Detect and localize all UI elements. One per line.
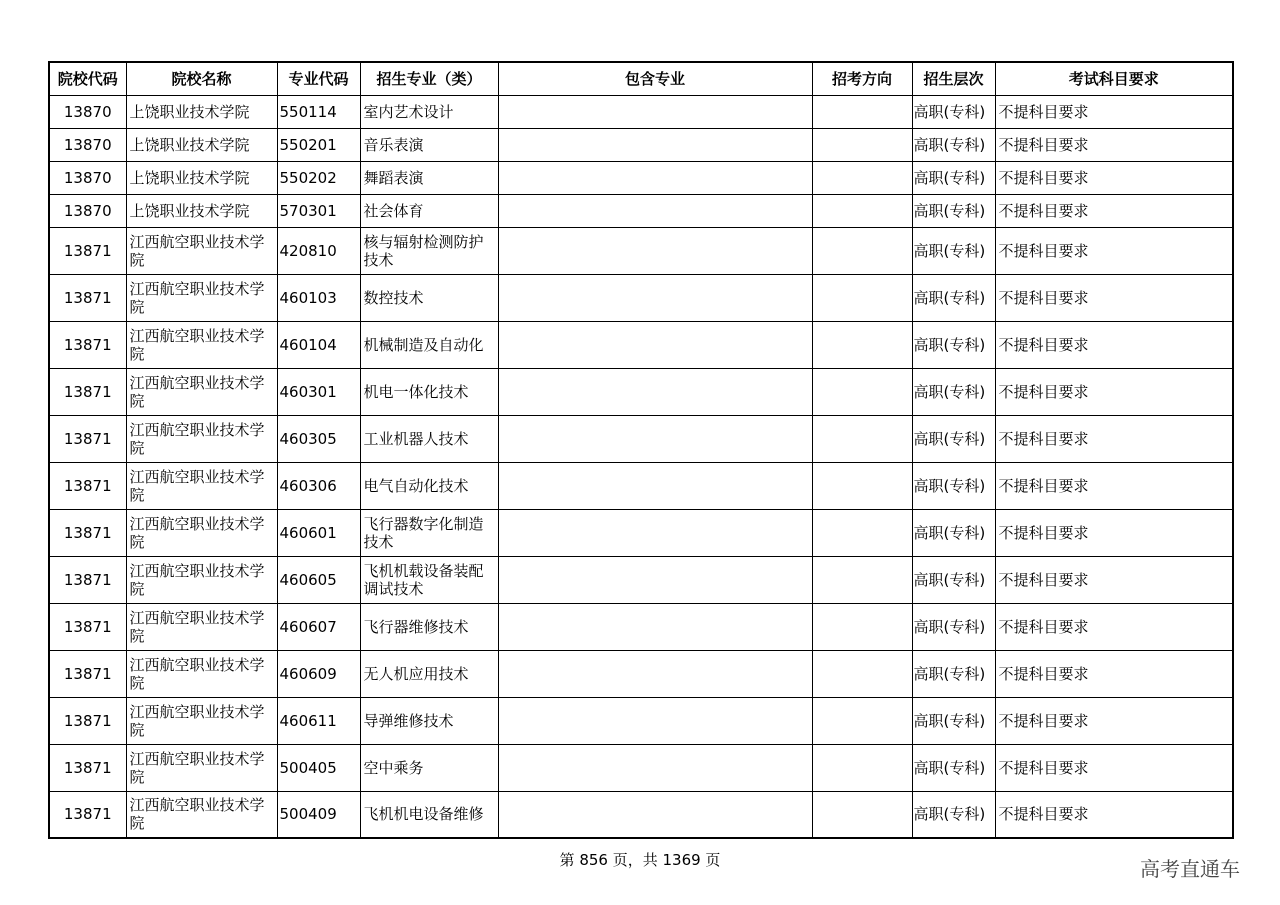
table-row bbox=[49, 274, 1233, 321]
requirement-cell: 不提科目要求 bbox=[995, 227, 1233, 274]
direction-cell bbox=[812, 744, 912, 791]
major-code-cell: 460601 bbox=[277, 509, 360, 556]
includes-cell bbox=[498, 161, 812, 194]
requirement-cell: 不提科目要求 bbox=[995, 462, 1233, 509]
school-code-cell: 13871 bbox=[49, 509, 126, 556]
requirement-cell: 不提科目要求 bbox=[995, 368, 1233, 415]
table-row bbox=[49, 697, 1233, 744]
direction-cell bbox=[812, 462, 912, 509]
level-cell: 高职(专科) bbox=[912, 194, 995, 227]
requirement-cell: 不提科目要求 bbox=[995, 509, 1233, 556]
includes-cell bbox=[498, 128, 812, 161]
major-code-cell: 460305 bbox=[277, 415, 360, 462]
school-name-cell: 江西航空职业技术学院 bbox=[126, 791, 277, 838]
includes-cell bbox=[498, 650, 812, 697]
school-code-cell: 13871 bbox=[49, 603, 126, 650]
table-row bbox=[49, 556, 1233, 603]
includes-cell bbox=[498, 274, 812, 321]
school-code-cell: 13871 bbox=[49, 321, 126, 368]
major-cell: 飞行器维修技术 bbox=[360, 603, 498, 650]
school-code-cell: 13871 bbox=[49, 556, 126, 603]
major-code-cell: 570301 bbox=[277, 194, 360, 227]
major-code-cell: 460609 bbox=[277, 650, 360, 697]
requirement-cell: 不提科目要求 bbox=[995, 128, 1233, 161]
requirement-cell: 不提科目要求 bbox=[995, 321, 1233, 368]
requirement-cell: 不提科目要求 bbox=[995, 556, 1233, 603]
school-name-cell: 上饶职业技术学院 bbox=[126, 194, 277, 227]
school-code-cell: 13870 bbox=[49, 128, 126, 161]
includes-cell bbox=[498, 194, 812, 227]
table-row bbox=[49, 194, 1233, 227]
requirement-cell: 不提科目要求 bbox=[995, 194, 1233, 227]
major-cell: 无人机应用技术 bbox=[360, 650, 498, 697]
major-cell: 舞蹈表演 bbox=[360, 161, 498, 194]
direction-cell bbox=[812, 321, 912, 368]
school-name-cell: 江西航空职业技术学院 bbox=[126, 462, 277, 509]
school-name-cell: 江西航空职业技术学院 bbox=[126, 603, 277, 650]
includes-cell bbox=[498, 509, 812, 556]
major-cell: 室内艺术设计 bbox=[360, 95, 498, 128]
table-row bbox=[49, 321, 1233, 368]
major-code-cell: 460607 bbox=[277, 603, 360, 650]
header-direction: 招考方向 bbox=[812, 62, 912, 95]
direction-cell bbox=[812, 128, 912, 161]
requirement-cell: 不提科目要求 bbox=[995, 161, 1233, 194]
includes-cell bbox=[498, 744, 812, 791]
major-code-cell: 460104 bbox=[277, 321, 360, 368]
table-row bbox=[49, 227, 1233, 274]
level-cell: 高职(专科) bbox=[912, 95, 995, 128]
direction-cell bbox=[812, 697, 912, 744]
header-includes: 包含专业 bbox=[498, 62, 812, 95]
major-code-cell: 550114 bbox=[277, 95, 360, 128]
level-cell: 高职(专科) bbox=[912, 603, 995, 650]
school-code-cell: 13871 bbox=[49, 791, 126, 838]
direction-cell bbox=[812, 274, 912, 321]
major-code-cell: 460103 bbox=[277, 274, 360, 321]
level-cell: 高职(专科) bbox=[912, 128, 995, 161]
school-code-cell: 13871 bbox=[49, 415, 126, 462]
level-cell: 高职(专科) bbox=[912, 368, 995, 415]
includes-cell bbox=[498, 462, 812, 509]
major-code-cell: 460301 bbox=[277, 368, 360, 415]
includes-cell bbox=[498, 321, 812, 368]
school-code-cell: 13870 bbox=[49, 194, 126, 227]
level-cell: 高职(专科) bbox=[912, 161, 995, 194]
includes-cell bbox=[498, 697, 812, 744]
direction-cell bbox=[812, 650, 912, 697]
level-cell: 高职(专科) bbox=[912, 556, 995, 603]
school-code-cell: 13871 bbox=[49, 274, 126, 321]
school-name-cell: 江西航空职业技术学院 bbox=[126, 321, 277, 368]
major-cell: 电气自动化技术 bbox=[360, 462, 498, 509]
admissions-table bbox=[48, 61, 1234, 839]
header-level: 招生层次 bbox=[912, 62, 995, 95]
table-row bbox=[49, 744, 1233, 791]
school-name-cell: 江西航空职业技术学院 bbox=[126, 368, 277, 415]
header-major-code: 专业代码 bbox=[277, 62, 360, 95]
major-cell: 飞机机载设备装配调试技术 bbox=[360, 556, 498, 603]
level-cell: 高职(专科) bbox=[912, 744, 995, 791]
direction-cell bbox=[812, 415, 912, 462]
major-cell: 飞行器数字化制造技术 bbox=[360, 509, 498, 556]
table-row bbox=[49, 415, 1233, 462]
includes-cell bbox=[498, 556, 812, 603]
header-row bbox=[49, 62, 1233, 95]
school-name-cell: 江西航空职业技术学院 bbox=[126, 227, 277, 274]
table-row bbox=[49, 509, 1233, 556]
requirement-cell: 不提科目要求 bbox=[995, 744, 1233, 791]
requirement-cell: 不提科目要求 bbox=[995, 791, 1233, 838]
direction-cell bbox=[812, 161, 912, 194]
includes-cell bbox=[498, 603, 812, 650]
major-code-cell: 460611 bbox=[277, 697, 360, 744]
major-cell: 音乐表演 bbox=[360, 128, 498, 161]
direction-cell bbox=[812, 509, 912, 556]
direction-cell bbox=[812, 556, 912, 603]
direction-cell bbox=[812, 791, 912, 838]
school-name-cell: 上饶职业技术学院 bbox=[126, 128, 277, 161]
school-name-cell: 江西航空职业技术学院 bbox=[126, 509, 277, 556]
includes-cell bbox=[498, 415, 812, 462]
school-code-cell: 13871 bbox=[49, 227, 126, 274]
school-name-cell: 上饶职业技术学院 bbox=[126, 95, 277, 128]
level-cell: 高职(专科) bbox=[912, 791, 995, 838]
school-code-cell: 13870 bbox=[49, 161, 126, 194]
table-row bbox=[49, 791, 1233, 838]
school-code-cell: 13871 bbox=[49, 650, 126, 697]
school-code-cell: 13871 bbox=[49, 697, 126, 744]
major-cell: 数控技术 bbox=[360, 274, 498, 321]
major-cell: 工业机器人技术 bbox=[360, 415, 498, 462]
school-code-cell: 13870 bbox=[49, 95, 126, 128]
school-name-cell: 江西航空职业技术学院 bbox=[126, 415, 277, 462]
direction-cell bbox=[812, 368, 912, 415]
direction-cell bbox=[812, 227, 912, 274]
school-name-cell: 上饶职业技术学院 bbox=[126, 161, 277, 194]
level-cell: 高职(专科) bbox=[912, 321, 995, 368]
major-cell: 空中乘务 bbox=[360, 744, 498, 791]
table-row bbox=[49, 128, 1233, 161]
major-cell: 飞机机电设备维修 bbox=[360, 791, 498, 838]
school-name-cell: 江西航空职业技术学院 bbox=[126, 697, 277, 744]
header-school-name: 院校名称 bbox=[126, 62, 277, 95]
school-code-cell: 13871 bbox=[49, 462, 126, 509]
requirement-cell: 不提科目要求 bbox=[995, 603, 1233, 650]
direction-cell bbox=[812, 95, 912, 128]
header-school-code: 院校代码 bbox=[49, 62, 126, 95]
level-cell: 高职(专科) bbox=[912, 274, 995, 321]
school-code-cell: 13871 bbox=[49, 744, 126, 791]
watermark: 高考直通车 bbox=[1140, 857, 1240, 881]
major-cell: 机电一体化技术 bbox=[360, 368, 498, 415]
includes-cell bbox=[498, 791, 812, 838]
major-code-cell: 420810 bbox=[277, 227, 360, 274]
table-row bbox=[49, 95, 1233, 128]
includes-cell bbox=[498, 95, 812, 128]
school-name-cell: 江西航空职业技术学院 bbox=[126, 744, 277, 791]
direction-cell bbox=[812, 603, 912, 650]
level-cell: 高职(专科) bbox=[912, 227, 995, 274]
requirement-cell: 不提科目要求 bbox=[995, 415, 1233, 462]
header-major: 招生专业（类） bbox=[360, 62, 498, 95]
table-row bbox=[49, 462, 1233, 509]
level-cell: 高职(专科) bbox=[912, 650, 995, 697]
header-requirement: 考试科目要求 bbox=[995, 62, 1233, 95]
direction-cell bbox=[812, 194, 912, 227]
school-name-cell: 江西航空职业技术学院 bbox=[126, 650, 277, 697]
table-row bbox=[49, 603, 1233, 650]
includes-cell bbox=[498, 368, 812, 415]
table-row bbox=[49, 650, 1233, 697]
table-row bbox=[49, 368, 1233, 415]
major-cell: 导弹维修技术 bbox=[360, 697, 498, 744]
major-code-cell: 550201 bbox=[277, 128, 360, 161]
major-code-cell: 460605 bbox=[277, 556, 360, 603]
level-cell: 高职(专科) bbox=[912, 415, 995, 462]
school-code-cell: 13871 bbox=[49, 368, 126, 415]
requirement-cell: 不提科目要求 bbox=[995, 697, 1233, 744]
major-cell: 机械制造及自动化 bbox=[360, 321, 498, 368]
major-code-cell: 460306 bbox=[277, 462, 360, 509]
school-name-cell: 江西航空职业技术学院 bbox=[126, 556, 277, 603]
major-code-cell: 500409 bbox=[277, 791, 360, 838]
school-name-cell: 江西航空职业技术学院 bbox=[126, 274, 277, 321]
requirement-cell: 不提科目要求 bbox=[995, 650, 1233, 697]
major-cell: 社会体育 bbox=[360, 194, 498, 227]
requirement-cell: 不提科目要求 bbox=[995, 95, 1233, 128]
level-cell: 高职(专科) bbox=[912, 509, 995, 556]
level-cell: 高职(专科) bbox=[912, 697, 995, 744]
table-row bbox=[49, 161, 1233, 194]
level-cell: 高职(专科) bbox=[912, 462, 995, 509]
major-cell: 核与辐射检测防护技术 bbox=[360, 227, 498, 274]
includes-cell bbox=[498, 227, 812, 274]
major-code-cell: 550202 bbox=[277, 161, 360, 194]
major-code-cell: 500405 bbox=[277, 744, 360, 791]
page-number: 第 856 页，共 1369 页 bbox=[559, 851, 721, 869]
requirement-cell: 不提科目要求 bbox=[995, 274, 1233, 321]
